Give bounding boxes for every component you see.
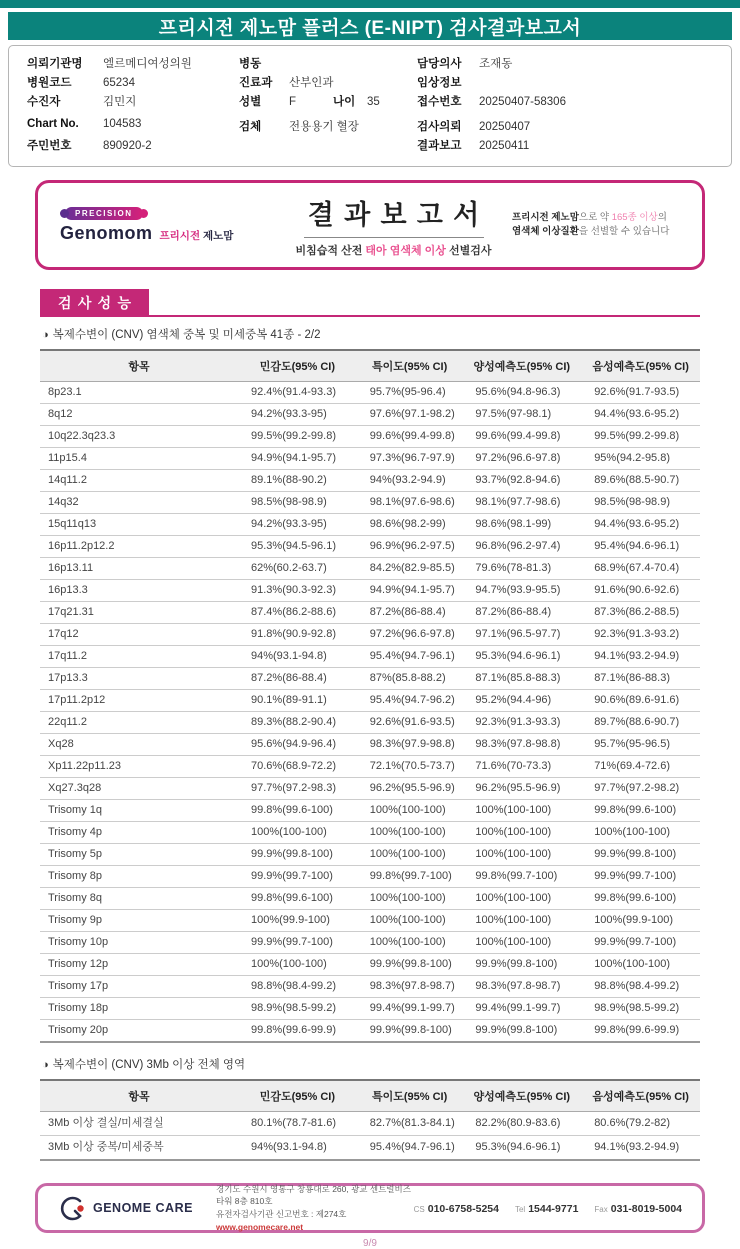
value-cell: 100%(100-100) xyxy=(357,844,463,866)
item-cell: Trisomy 10p xyxy=(40,932,238,954)
item-cell: Trisomy 20p xyxy=(48,1024,109,1036)
field-row xyxy=(417,137,713,156)
value-cell: 98.6%(98.1-99) xyxy=(462,514,581,536)
value-cell: 99.8%(99.6-100) xyxy=(238,800,357,822)
value-cell: 100%(100-100) xyxy=(462,932,581,954)
field-row xyxy=(417,93,713,112)
genome-care-mark-icon xyxy=(58,1195,88,1222)
field-value: 조재동 xyxy=(479,58,513,70)
value-cell: 94.2%(93.3-95) xyxy=(238,514,357,536)
footer-logo-text: GENOME CARE xyxy=(93,1201,193,1215)
item-cell: Trisomy 4p xyxy=(40,822,238,844)
value-cell: 87.2%(86-88.4) xyxy=(462,602,581,624)
table-row xyxy=(40,844,700,866)
value-cell: 100%(100-100) xyxy=(462,844,581,866)
value-cell: 84.2%(82.9-85.5) xyxy=(357,558,463,580)
value-cell: 94.4%(93.6-95.2) xyxy=(581,404,700,426)
table-row xyxy=(40,558,700,580)
item-cell: Xp11.22p11.23 xyxy=(40,756,238,778)
field-row xyxy=(417,55,713,74)
value-cell: 100%(100-100) xyxy=(462,822,581,844)
column-header: 항목 xyxy=(40,1080,238,1112)
table-caption-cnv3mb: ◑ 복제수변이 (CNV) 3Mb 이상 전체 영역 xyxy=(42,1059,246,1071)
field-label: Chart No. xyxy=(27,118,79,130)
value-cell: 91.6%(90.6-92.6) xyxy=(581,580,700,602)
value-cell: 90.6%(89.6-91.6) xyxy=(581,690,700,712)
value-cell: 94.9%(94.1-95.7) xyxy=(357,580,463,602)
item-cell: 14q11.2 xyxy=(40,470,238,492)
field-label: 검사의뢰 xyxy=(417,121,462,133)
footer-contacts xyxy=(414,1199,682,1217)
value-cell: 95.6%(94.9-96.4) xyxy=(238,734,357,756)
value-cell: 87.1%(86-88.3) xyxy=(581,668,700,690)
field-value: 35 xyxy=(367,96,380,108)
value-cell: 95.3%(94.5-96.1) xyxy=(238,536,357,558)
column-header: 민감도(95% CI) xyxy=(238,1080,357,1112)
precision-badge xyxy=(60,207,275,220)
value-cell: 68.9%(67.4-70.4) xyxy=(581,558,700,580)
genomom-logo xyxy=(60,207,275,244)
value-cell: 98.5%(98-98.9) xyxy=(581,492,700,514)
patient-info-col-left xyxy=(27,55,239,156)
value-cell: 97.5%(97-98.1) xyxy=(462,404,581,426)
item-cell: 16p11.2p12.2 xyxy=(40,536,238,558)
item-cell: Trisomy 5p xyxy=(40,844,238,866)
value-cell: 95.4%(94.7-96.2) xyxy=(357,690,463,712)
item-cell: 17q21.31 xyxy=(40,602,238,624)
value-cell: 94.4%(93.6-95.2) xyxy=(581,514,700,536)
table-row xyxy=(40,756,700,778)
column-header: 항목 xyxy=(40,350,238,382)
value-cell: 92.6%(91.6-93.5) xyxy=(357,712,463,734)
value-cell: 62%(60.2-63.7) xyxy=(238,558,357,580)
value-cell: 99.6%(99.4-99.8) xyxy=(462,426,581,448)
value-cell: 100%(100-100) xyxy=(462,888,581,910)
section-header xyxy=(40,289,700,317)
field-label: 주민번호 xyxy=(27,140,72,152)
table-row xyxy=(40,1020,700,1043)
value-cell: 100%(100-100) xyxy=(581,822,700,844)
field-label: 진료과 xyxy=(239,77,273,89)
table-row xyxy=(40,448,700,470)
cnv-3mb-table xyxy=(40,1079,700,1161)
value-cell: 95.4%(94.7-96.1) xyxy=(369,1141,455,1153)
column-header: 음성예측도(95% CI) xyxy=(581,1080,700,1112)
patient-info-col-right xyxy=(417,55,713,156)
item-cell: 17q12 xyxy=(40,624,238,646)
report-title-bar xyxy=(8,12,732,40)
value-cell: 94.2%(93.3-95) xyxy=(238,404,357,426)
item-cell: 3Mb 이상 중복/미세중복 xyxy=(48,1141,164,1153)
value-cell: 71.6%(70-73.3) xyxy=(462,756,581,778)
value-cell: 98.3%(97.8-98.7) xyxy=(357,976,463,998)
footer-address: 경기도 수원시 영통구 창룡대로 260, 광교 센트럴비즈타워 8층 810호 xyxy=(216,1183,411,1207)
table-caption-cnv41: ◑ 복제수변이 (CNV) 염색체 중복 및 미세중복 41종 - 2/2 xyxy=(42,329,321,341)
item-cell: 11p15.4 xyxy=(40,448,238,470)
section-underline xyxy=(149,315,700,317)
value-cell: 97.7%(97.2-98.2) xyxy=(581,778,700,800)
column-header: 특이도(95% CI) xyxy=(357,350,463,382)
value-cell: 98.3%(97.8-98.7) xyxy=(462,976,581,998)
badge-dot-icon xyxy=(139,209,148,218)
field-value: 전용용기 혈장 xyxy=(289,121,359,133)
value-cell: 100%(99.9-100) xyxy=(581,910,700,932)
field-value: 890920-2 xyxy=(103,140,152,152)
table-row xyxy=(40,712,700,734)
value-cell: 94%(93.1-94.8) xyxy=(251,1141,327,1153)
table-row xyxy=(40,382,700,404)
value-cell: 87.1%(85.8-88.3) xyxy=(462,668,581,690)
value-cell: 98.9%(98.5-99.2) xyxy=(581,998,700,1020)
field-row xyxy=(27,118,239,137)
table-header-row xyxy=(40,350,700,382)
page-number: 9/9 xyxy=(363,1238,377,1249)
column-header: 양성예측도(95% CI) xyxy=(462,350,581,382)
table-row xyxy=(40,470,700,492)
value-cell: 99.5%(99.2-99.8) xyxy=(581,426,700,448)
field-row xyxy=(27,137,239,156)
contact-item: CS 010-6758-5254 xyxy=(413,1203,499,1215)
value-cell: 98.1%(97.6-98.6) xyxy=(357,492,463,514)
table-row xyxy=(40,668,700,690)
value-cell: 100%(100-100) xyxy=(238,822,357,844)
footer-box xyxy=(35,1183,705,1233)
value-cell: 91.3%(90.3-92.3) xyxy=(238,580,357,602)
value-cell: 99.8%(99.6-100) xyxy=(581,888,700,910)
top-teal-strip xyxy=(0,0,740,8)
brand-sub-dark: 제노맘 xyxy=(203,229,234,242)
item-cell: 16p13.3 xyxy=(40,580,238,602)
value-cell: 94.7%(93.9-95.5) xyxy=(462,580,581,602)
table-row xyxy=(40,800,700,822)
value-cell: 95.3%(94.6-96.1) xyxy=(475,1141,561,1153)
table-row xyxy=(40,1112,700,1136)
value-cell: 87.2%(86-88.4) xyxy=(238,668,357,690)
value-cell: 94.9%(94.1-95.7) xyxy=(238,448,357,470)
field-label: 수진자 xyxy=(27,96,61,108)
value-cell: 95.3%(94.6-96.1) xyxy=(462,646,581,668)
value-cell: 98.3%(97.8-98.8) xyxy=(462,734,581,756)
field-row xyxy=(239,74,417,93)
cnv-performance-table xyxy=(40,349,700,1043)
value-cell: 98.6%(98.2-99) xyxy=(357,514,463,536)
column-header: 음성예측도(95% CI) xyxy=(581,350,700,382)
item-cell: Trisomy 8q xyxy=(40,888,238,910)
item-cell: 8p23.1 xyxy=(40,382,238,404)
column-header: 민감도(95% CI) xyxy=(238,350,357,382)
banner-divider xyxy=(304,237,484,238)
value-cell: 87%(85.8-88.2) xyxy=(357,668,463,690)
item-cell: 3Mb 이상 결실/미세결실 xyxy=(40,1112,238,1136)
value-cell: 99.4%(99.1-99.7) xyxy=(462,998,581,1020)
value-cell: 99.8%(99.7-100) xyxy=(357,866,463,888)
field-label: 병동 xyxy=(239,58,262,70)
value-cell: 93.7%(92.8-94.6) xyxy=(462,470,581,492)
value-cell: 99.9%(99.7-100) xyxy=(581,932,700,954)
item-cell: Trisomy 9p xyxy=(40,910,238,932)
item-cell: 17p13.3 xyxy=(40,668,238,690)
value-cell: 96.2%(95.5-96.9) xyxy=(462,778,581,800)
item-cell: 22q11.2 xyxy=(40,712,238,734)
value-cell: 95.2%(94.4-96) xyxy=(462,690,581,712)
badge-dot-icon xyxy=(60,209,69,218)
value-cell: 96.9%(96.2-97.5) xyxy=(357,536,463,558)
item-cell: Trisomy 17p xyxy=(40,976,238,998)
table-row xyxy=(40,624,700,646)
value-cell: 100%(100-100) xyxy=(462,800,581,822)
value-cell: 99.9%(99.8-100) xyxy=(462,954,581,976)
value-cell: 89.1%(88-90.2) xyxy=(238,470,357,492)
value-cell: 99.9%(99.8-100) xyxy=(238,844,357,866)
value-cell: 90.1%(89-91.1) xyxy=(238,690,357,712)
section-title-chip: 검사성능 xyxy=(40,289,149,317)
value-cell: 99.8%(99.7-100) xyxy=(462,866,581,888)
field-value: 20250407-58306 xyxy=(479,96,566,108)
value-cell: 82.2%(80.9-83.6) xyxy=(462,1112,581,1136)
column-header: 양성예측도(95% CI) xyxy=(462,1080,581,1112)
table-row xyxy=(40,404,700,426)
value-cell: 96.8%(96.2-97.4) xyxy=(462,536,581,558)
value-cell: 100%(100-100) xyxy=(357,800,463,822)
table-row xyxy=(40,866,700,888)
item-cell: 17p11.2p12 xyxy=(40,690,238,712)
item-cell: Xq28 xyxy=(40,734,238,756)
value-cell: 70.6%(68.9-72.2) xyxy=(238,756,357,778)
field-value: 20250407 xyxy=(479,121,531,133)
value-cell: 94.1%(93.2-94.9) xyxy=(581,646,700,668)
value-cell: 89.3%(88.2-90.4) xyxy=(238,712,357,734)
field-row xyxy=(27,93,239,112)
value-cell: 89.6%(88.5-90.7) xyxy=(581,470,700,492)
page-title: 프리시전 제노맘 플러스 (E-NIPT) 검사결과보고서 xyxy=(158,17,582,39)
value-cell: 99.9%(99.8-100) xyxy=(581,844,700,866)
value-cell: 100%(100-100) xyxy=(238,954,357,976)
item-cell: 10q22.3q23.3 xyxy=(40,426,238,448)
field-row xyxy=(27,55,239,74)
field-value: F xyxy=(289,96,297,108)
value-cell: 87.3%(86.2-88.5) xyxy=(581,602,700,624)
half-circle-icon: ◑ xyxy=(42,329,49,341)
value-cell: 95.7%(95-96.5) xyxy=(581,734,700,756)
field-row xyxy=(239,55,417,74)
table-row xyxy=(40,602,700,624)
table-row xyxy=(40,954,700,976)
value-cell: 98.9%(98.5-99.2) xyxy=(238,998,357,1020)
value-cell: 71%(69.4-72.6) xyxy=(581,756,700,778)
brand-name: Genomom xyxy=(60,222,153,243)
table-row xyxy=(40,426,700,448)
table-row xyxy=(40,580,700,602)
half-circle-icon: ◑ xyxy=(42,1059,49,1071)
field-value: 20250411 xyxy=(479,140,530,152)
result-report-banner xyxy=(35,180,705,270)
field-label: 접수번호 xyxy=(417,96,462,108)
value-cell: 87.2%(86-88.4) xyxy=(357,602,463,624)
value-cell: 94.1%(93.2-94.9) xyxy=(594,1141,680,1153)
value-cell: 99.9%(99.7-100) xyxy=(238,932,357,954)
badge-label: PRECISION xyxy=(65,207,143,220)
value-cell: 99.9%(99.7-100) xyxy=(581,866,700,888)
value-cell: 100%(100-100) xyxy=(357,932,463,954)
value-cell: 98.8%(98.4-99.2) xyxy=(238,976,357,998)
value-cell: 100%(100-100) xyxy=(357,888,463,910)
item-cell: 15q11q13 xyxy=(40,514,238,536)
value-cell: 95%(94.2-95.8) xyxy=(581,448,700,470)
value-cell: 82.7%(81.3-84.1) xyxy=(357,1112,463,1136)
item-cell: 16p13.11 xyxy=(40,558,238,580)
footer-website-link[interactable]: www.genomecare.net xyxy=(216,1221,304,1232)
table-row xyxy=(40,998,700,1020)
value-cell: 96.2%(95.5-96.9) xyxy=(357,778,463,800)
value-cell: 98.3%(97.9-98.8) xyxy=(357,734,463,756)
value-cell: 95.4%(94.6-96.1) xyxy=(581,536,700,558)
value-cell: 99.9%(99.8-100) xyxy=(369,1024,452,1036)
field-row xyxy=(239,118,417,137)
value-cell: 99.6%(99.4-99.8) xyxy=(357,426,463,448)
value-cell: 97.6%(97.1-98.2) xyxy=(357,404,463,426)
field-row xyxy=(239,93,417,112)
value-cell: 89.7%(88.6-90.7) xyxy=(581,712,700,734)
table-row xyxy=(40,822,700,844)
value-cell: 97.2%(96.6-97.8) xyxy=(357,624,463,646)
value-cell: 92.3%(91.3-93.3) xyxy=(462,712,581,734)
banner-note: 프리시전 제노맘으로 약 165종 이상의 염색체 이상질환을 선별할 수 있습니다 xyxy=(512,211,670,237)
field-value: 엘르메디여성의원 xyxy=(103,58,192,70)
value-cell: 99.9%(99.7-100) xyxy=(238,866,357,888)
item-cell: 17q11.2 xyxy=(40,646,238,668)
value-cell: 99.4%(99.1-99.7) xyxy=(357,998,463,1020)
table-row xyxy=(40,910,700,932)
value-cell: 97.1%(96.5-97.7) xyxy=(462,624,581,646)
value-cell: 79.6%(78-81.3) xyxy=(462,558,581,580)
value-cell: 99.8%(99.6-99.9) xyxy=(251,1024,336,1036)
table-row xyxy=(40,976,700,998)
value-cell: 92.4%(91.4-93.3) xyxy=(238,382,357,404)
genome-care-logo xyxy=(58,1195,216,1222)
item-cell: Trisomy 8p xyxy=(40,866,238,888)
value-cell: 97.7%(97.2-98.3) xyxy=(238,778,357,800)
field-label: 나이 xyxy=(333,96,356,108)
field-row xyxy=(27,74,239,93)
value-cell: 80.6%(79.2-82) xyxy=(581,1112,700,1136)
item-cell: Trisomy 1q xyxy=(40,800,238,822)
value-cell: 95.4%(94.7-96.1) xyxy=(357,646,463,668)
table-row xyxy=(40,492,700,514)
field-label: 결과보고 xyxy=(417,140,462,152)
value-cell: 99.9%(99.8-100) xyxy=(475,1024,558,1036)
item-cell: Trisomy 18p xyxy=(40,998,238,1020)
footer-license: 유전자검사기관 신고번호 : 제274호 xyxy=(216,1209,347,1219)
contact-item: Tel 1544-9771 xyxy=(514,1203,579,1215)
item-cell: Trisomy 12p xyxy=(40,954,238,976)
value-cell: 100%(99.9-100) xyxy=(238,910,357,932)
value-cell: 94%(93.2-94.9) xyxy=(357,470,463,492)
banner-subtitle: 비침습적 산전 태아 염색체 이상 선별검사 xyxy=(295,244,492,257)
value-cell: 100%(100-100) xyxy=(357,822,463,844)
value-cell: 99.8%(99.6-99.9) xyxy=(594,1024,680,1036)
value-cell: 100%(100-100) xyxy=(581,954,700,976)
brand-sub-accent: 프리시전 xyxy=(159,229,201,242)
field-row xyxy=(417,118,713,137)
field-value: 104583 xyxy=(103,118,142,130)
value-cell: 92.6%(91.7-93.5) xyxy=(581,382,700,404)
field-value: 65234 xyxy=(103,77,135,89)
value-cell: 87.4%(86.2-88.6) xyxy=(238,602,357,624)
field-label: 의뢰기관명 xyxy=(27,58,83,70)
value-cell: 98.8%(98.4-99.2) xyxy=(581,976,700,998)
value-cell: 99.9%(99.8-100) xyxy=(357,954,463,976)
table-row xyxy=(40,1136,700,1161)
value-cell: 72.1%(70.5-73.7) xyxy=(357,756,463,778)
value-cell: 94%(93.1-94.8) xyxy=(238,646,357,668)
field-label: 임상정보 xyxy=(417,77,462,89)
table-row xyxy=(40,888,700,910)
field-row xyxy=(417,74,713,93)
value-cell: 91.8%(90.9-92.8) xyxy=(238,624,357,646)
item-cell: Xq27.3q28 xyxy=(40,778,238,800)
value-cell: 97.2%(96.6-97.8) xyxy=(462,448,581,470)
banner-title: 결과보고서 xyxy=(307,199,490,230)
table-row xyxy=(40,690,700,712)
value-cell: 98.5%(98-98.9) xyxy=(238,492,357,514)
value-cell: 92.3%(91.3-93.2) xyxy=(581,624,700,646)
field-value: 김민지 xyxy=(103,96,137,108)
field-label: 검체 xyxy=(239,121,262,133)
field-label: 담당의사 xyxy=(417,58,462,70)
field-value: 산부인과 xyxy=(289,77,334,89)
field-label: 병원코드 xyxy=(27,77,72,89)
value-cell: 100%(100-100) xyxy=(357,910,463,932)
table-row xyxy=(40,646,700,668)
contact-item: Fax 031-8019-5004 xyxy=(594,1203,682,1215)
patient-info-box xyxy=(8,45,732,167)
value-cell: 80.1%(78.7-81.6) xyxy=(238,1112,357,1136)
value-cell: 100%(100-100) xyxy=(462,910,581,932)
table-row xyxy=(40,734,700,756)
table-row xyxy=(40,536,700,558)
table-row xyxy=(40,778,700,800)
item-cell: 14q32 xyxy=(40,492,238,514)
value-cell: 99.8%(99.6-100) xyxy=(581,800,700,822)
table-header-row xyxy=(40,1080,700,1112)
value-cell: 98.1%(97.7-98.6) xyxy=(462,492,581,514)
table-row xyxy=(40,932,700,954)
column-header: 특이도(95% CI) xyxy=(357,1080,463,1112)
field-label: 성별 xyxy=(239,96,262,108)
value-cell: 99.8%(99.6-100) xyxy=(238,888,357,910)
value-cell: 95.6%(94.8-96.3) xyxy=(462,382,581,404)
table-row xyxy=(40,514,700,536)
item-cell: 8q12 xyxy=(40,404,238,426)
patient-info-col-mid xyxy=(239,55,417,156)
value-cell: 99.5%(99.2-99.8) xyxy=(238,426,357,448)
value-cell: 95.7%(95-96.4) xyxy=(357,382,463,404)
value-cell: 97.3%(96.7-97.9) xyxy=(357,448,463,470)
